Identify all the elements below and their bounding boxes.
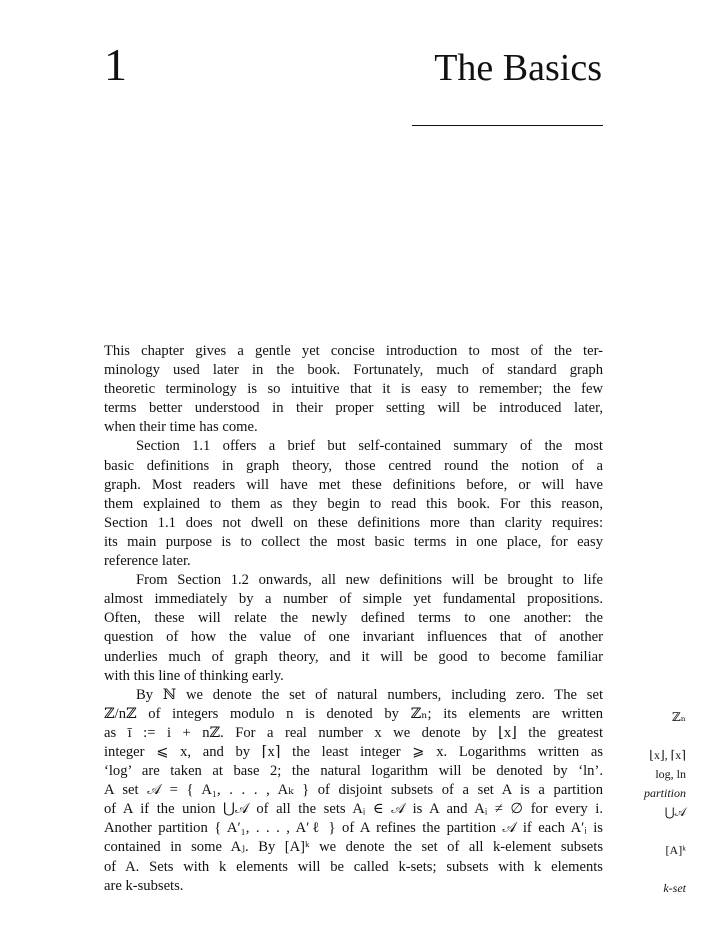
margin-note-floor-ceil: ⌊x⌋, ⌈x⌉ xyxy=(649,748,686,762)
chapter-title: The Basics xyxy=(434,47,602,89)
margin-note-kset: k-set xyxy=(663,881,686,895)
body-line: By ℕ we denote the set of natural numbers, including zero. The set xyxy=(136,686,603,703)
body-line: theoretic terminology is so intuitive that it is easy to remember; the few xyxy=(104,381,603,398)
body-line: integer ⩽ x, and by ⌈x⌉ the least integer ⩾ x. Logarithms written as xyxy=(104,743,603,760)
margin-note-union: ⋃𝒜 xyxy=(664,805,686,819)
title-rule xyxy=(412,125,603,126)
body-line: basic definitions in graph theory, those centred round the notion of a xyxy=(104,457,603,474)
body-line: Another partition { A′₁, . . . , A′ℓ } of A refines the partition 𝒜 if each A′ᵢ is xyxy=(104,820,603,837)
body-line: are k-subsets. xyxy=(104,877,184,894)
margin-note-ak: [A]ᵏ xyxy=(665,843,686,857)
body-line: question of how the value of one invariant influences that of another xyxy=(104,629,603,646)
chapter-number: 1 xyxy=(104,39,127,90)
body-line: From Section 1.2 onwards, all new definitions will be brought to life xyxy=(136,572,603,589)
body-line: minology used later in the book. Fortunately, much of standard graph xyxy=(104,362,603,379)
body-line: ‘log’ are taken at base 2; the natural logarithm will be denoted by ‘ln’. xyxy=(104,763,603,780)
body-line: This chapter gives a gentle yet concise introduction to most of the ter- xyxy=(104,343,603,359)
body-line: underlies much of graph theory, and it will be good to become familiar xyxy=(104,648,603,665)
chapter-body xyxy=(104,342,603,896)
body-line: as ī := i + nℤ. For a real number x we denote by ⌊x⌋ the greatest xyxy=(104,724,603,741)
body-line: ℤ/nℤ of integers modulo n is denoted by ℤₙ; its elements are written xyxy=(104,705,603,722)
margin-note-zn: ℤₙ xyxy=(672,710,686,724)
body-line: its main purpose is to collect the most basic terms in one place, for easy xyxy=(104,533,603,550)
body-line: contained in some Aⱼ. By [A]ᵏ we denote the set of all k-element subsets xyxy=(104,839,603,856)
body-line: graph. Most readers will have met these definitions before, or will have xyxy=(104,476,603,493)
body-line: of A. Sets with k elements will be called k-sets; subsets with k elements xyxy=(104,858,603,875)
body-line: when their time has come. xyxy=(104,419,258,436)
body-line: terms better understood in their proper setting will be introduced later, xyxy=(104,400,603,417)
body-line: them explained to them as they begin to read this book. For this reason, xyxy=(104,495,603,512)
body-line: reference later. xyxy=(104,553,191,570)
margin-note-partition: partition xyxy=(643,786,686,800)
margin-note-log-ln: log, ln xyxy=(655,767,686,781)
body-line: Often, these will relate the newly defined terms to one another: the xyxy=(104,610,603,627)
body-line: almost immediately by a number of simple yet fundamental propositions. xyxy=(104,591,603,608)
body-line: Section 1.1 offers a brief but self-contained summary of the most xyxy=(136,438,603,455)
body-line: Section 1.1 does not dwell on these definitions more than clarity requires: xyxy=(104,514,603,531)
body-line: A set 𝒜 = { A₁, . . . , Aₖ } of disjoint subsets of a set A is a partition xyxy=(104,782,603,799)
body-line: of A if the union ⋃𝒜 of all the sets Aᵢ ∈ 𝒜 is A and Aᵢ ≠ ∅ for every i. xyxy=(104,801,603,818)
body-line: with this line of thinking early. xyxy=(104,667,284,684)
